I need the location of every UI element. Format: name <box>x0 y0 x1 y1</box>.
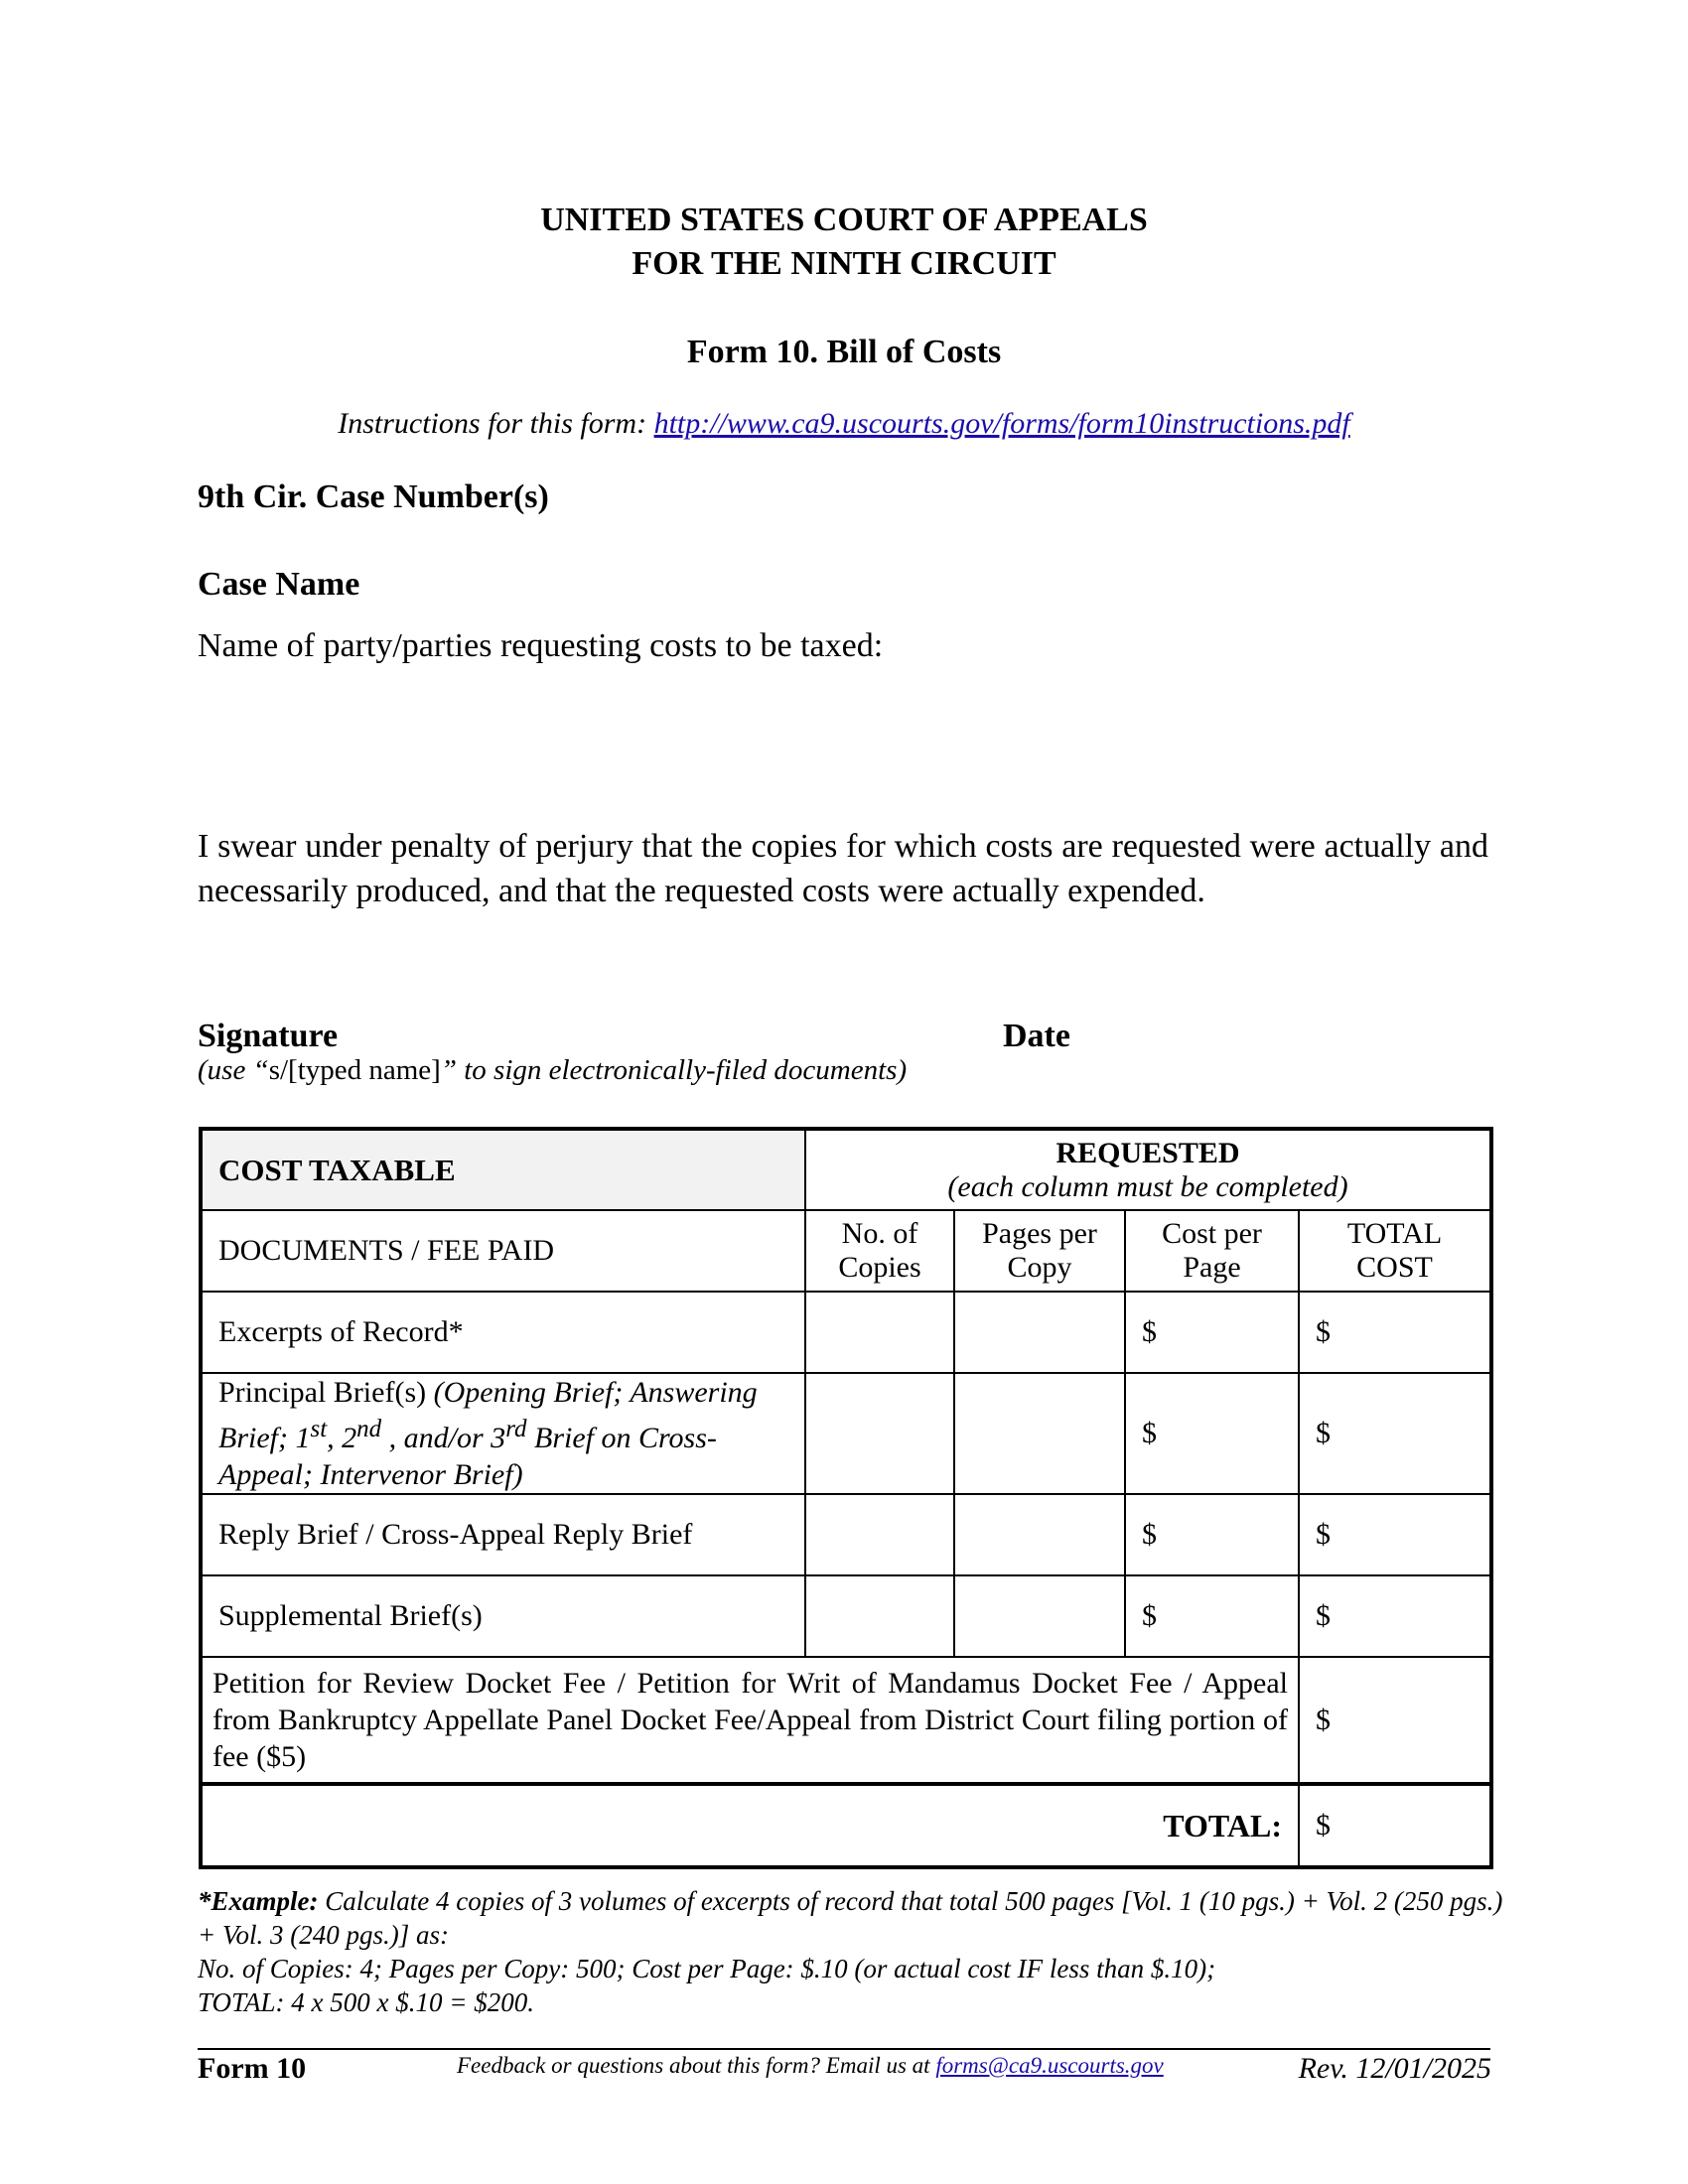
footer-revision: Rev. 12/01/2025 <box>1298 2052 1491 2085</box>
cost-input-cell[interactable]: $ <box>1125 1575 1299 1657</box>
party-label: Name of party/parties requesting costs to be taxed: <box>198 627 884 664</box>
grand-total-row <box>201 1784 1491 1867</box>
requested-title: REQUESTED <box>1055 1136 1240 1169</box>
detail-part-c: , and/or 3 <box>381 1422 506 1454</box>
cost-column-header <box>1125 1210 1299 1292</box>
total-input-cell[interactable]: $ <box>1299 1292 1491 1373</box>
signature-label: Signature <box>198 1018 339 1054</box>
petition-fee-label: Petition for Review Docket Fee / Petition for Writ of Mandamus Docket Fee / Appeal from Bankruptcy Appellate Panel Docket Fee/Appeal from District Court filing portion of fee ($5) <box>201 1657 1299 1784</box>
row-label-main: Principal Brief(s) <box>218 1376 427 1409</box>
cost-header-line2: Page <box>1183 1251 1241 1284</box>
petition-total-input-cell[interactable]: $ <box>1299 1657 1491 1784</box>
pages-input-cell[interactable] <box>954 1292 1125 1373</box>
signature-note <box>198 1054 907 1087</box>
grand-total-input-cell[interactable]: $ <box>1299 1784 1491 1867</box>
petition-fee-row <box>201 1657 1491 1784</box>
pages-header-line2: Copy <box>1007 1251 1072 1284</box>
pages-input-cell[interactable] <box>954 1494 1125 1575</box>
court-name-line2: FOR THE NINTH CIRCUIT <box>632 245 1056 282</box>
footer-email-link[interactable]: forms@ca9.uscourts.gov <box>935 2053 1164 2078</box>
signature-note-suffix: ” to sign electronically-filed documents) <box>440 1054 908 1086</box>
cost-input-cell[interactable]: $ <box>1125 1292 1299 1373</box>
bill-of-costs-table <box>199 1127 1493 1869</box>
footer-feedback <box>457 2053 1164 2079</box>
row-label: Supplemental Brief(s) <box>201 1575 805 1657</box>
copies-input-cell[interactable] <box>805 1575 954 1657</box>
pages-input-cell[interactable] <box>954 1575 1125 1657</box>
copies-column-header <box>805 1210 954 1292</box>
cost-taxable-header: COST TAXABLE <box>201 1129 805 1210</box>
requested-note: (each column must be completed) <box>947 1169 1348 1203</box>
detail-part-b: , 2 <box>327 1422 357 1454</box>
table-row <box>201 1575 1491 1657</box>
total-column-header <box>1299 1210 1491 1292</box>
grand-total-label: TOTAL: <box>201 1784 1299 1867</box>
detail-sup-3: rd <box>505 1416 527 1442</box>
footer-form-label: Form 10 <box>198 2052 307 2085</box>
footer-feedback-text: Feedback or questions about this form? Email us at <box>457 2053 936 2078</box>
documents-fee-header: DOCUMENTS / FEE PAID <box>201 1210 805 1292</box>
detail-part-d: Brief on Cross-Appeal; Intervenor Brief) <box>218 1422 717 1491</box>
footer-divider <box>198 2048 1490 2050</box>
perjury-statement: I swear under penalty of perjury that the copies for which costs are requested were actually and necessarily produced, and that the requested costs were actually expended. <box>198 828 1488 909</box>
table-row <box>201 1373 1491 1494</box>
copies-input-cell[interactable] <box>805 1494 954 1575</box>
form-title: Form 10. Bill of Costs <box>686 334 1002 370</box>
total-header-line1: TOTAL <box>1346 1217 1443 1250</box>
instructions-link[interactable]: http://www.ca9.uscourts.gov/forms/form10instructions.pdf <box>653 407 1350 440</box>
cost-header-line1: Cost per <box>1162 1217 1262 1250</box>
case-name-label: Case Name <box>198 566 360 603</box>
cost-input-cell[interactable]: $ <box>1125 1494 1299 1575</box>
total-input-cell[interactable]: $ <box>1299 1373 1491 1494</box>
court-name-line1: UNITED STATES COURT OF APPEALS <box>540 202 1148 238</box>
row-label <box>201 1373 805 1494</box>
date-label: Date <box>1003 1018 1070 1054</box>
copies-header-line1: No. of <box>841 1217 918 1250</box>
column-header-row <box>201 1210 1491 1292</box>
case-number-label: 9th Cir. Case Number(s) <box>198 478 549 515</box>
detail-sup-2: nd <box>356 1416 382 1442</box>
instructions-label: Instructions for this form: <box>338 407 647 440</box>
detail-part-a: (Opening Brief; Answering Brief; 1 <box>218 1376 758 1454</box>
example-line1 <box>198 1884 1508 1952</box>
requested-header <box>805 1129 1491 1210</box>
signature-note-typed-name: s/[typed name] <box>268 1054 441 1086</box>
copies-header-line2: Copies <box>838 1251 921 1284</box>
example-line2: No. of Copies: 4; Pages per Copy: 500; Cost per Page: $.10 (or actual cost IF less than $.10); <box>198 1954 1216 1983</box>
example-line3: TOTAL: 4 x 500 x $.10 = $200. <box>198 1987 534 2017</box>
total-input-cell[interactable]: $ <box>1299 1575 1491 1657</box>
example-text-1: Calculate 4 copies of 3 volumes of excerpts of record that total 500 pages [Vol. 1 (10 pgs.) + Vol. 2 (250 pgs.) + Vol. 3 (240 pgs.)] as: <box>198 1886 1503 1950</box>
instructions-line <box>0 407 1688 441</box>
table-row <box>201 1292 1491 1373</box>
example-note <box>198 1884 1508 2019</box>
copies-input-cell[interactable] <box>805 1292 954 1373</box>
copies-input-cell[interactable] <box>805 1373 954 1494</box>
total-header-line2: COST <box>1356 1251 1433 1284</box>
pages-input-cell[interactable] <box>954 1373 1125 1494</box>
table-row <box>201 1494 1491 1575</box>
pages-header-line1: Pages per <box>982 1217 1097 1250</box>
table-header-row <box>201 1129 1491 1210</box>
row-label: Excerpts of Record* <box>201 1292 805 1373</box>
signature-note-prefix: (use “ <box>198 1054 269 1086</box>
cost-input-cell[interactable]: $ <box>1125 1373 1299 1494</box>
pages-column-header <box>954 1210 1125 1292</box>
row-label: Reply Brief / Cross-Appeal Reply Brief <box>201 1494 805 1575</box>
total-input-cell[interactable]: $ <box>1299 1494 1491 1575</box>
detail-sup-1: st <box>310 1416 328 1442</box>
example-label: *Example: <box>198 1886 319 1916</box>
